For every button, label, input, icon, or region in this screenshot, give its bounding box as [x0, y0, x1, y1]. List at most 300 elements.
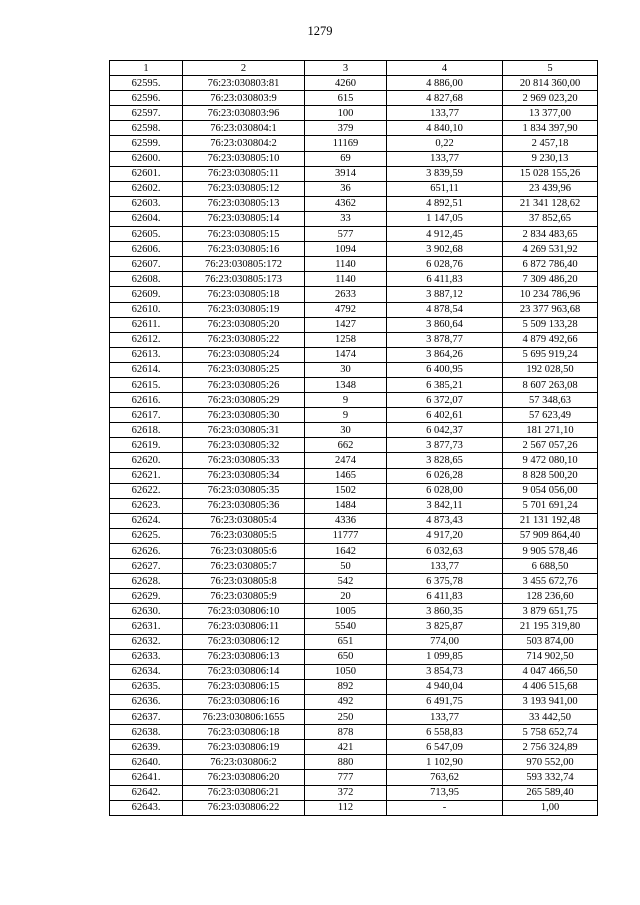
specific-value-cell: 4 873,43 [387, 513, 503, 528]
table-row [110, 513, 598, 528]
cadastral-value-cell: 1 834 397,90 [503, 121, 598, 136]
cadastral-number-cell: 76:23:030805:7 [183, 559, 305, 574]
area-cell: 250 [305, 710, 387, 725]
area-cell: 3914 [305, 166, 387, 181]
specific-value-cell: 1 099,85 [387, 649, 503, 664]
specific-value-cell: 133,77 [387, 106, 503, 121]
column-header-3: 3 [305, 61, 387, 76]
row-number-cell: 62634. [110, 664, 183, 679]
table-row [110, 453, 598, 468]
cadastral-number-cell: 76:23:030804:1 [183, 121, 305, 136]
cadastral-value-cell: 6 688,50 [503, 559, 598, 574]
row-number-cell: 62601. [110, 166, 183, 181]
area-cell: 20 [305, 589, 387, 604]
specific-value-cell: 6 400,95 [387, 362, 503, 377]
table-row [110, 257, 598, 272]
cadastral-value-cell: 181 271,10 [503, 423, 598, 438]
cadastral-number-cell: 76:23:030806:22 [183, 800, 305, 815]
cadastral-value-cell: 21 341 128,62 [503, 196, 598, 211]
specific-value-cell: 3 887,12 [387, 287, 503, 302]
area-cell: 2474 [305, 453, 387, 468]
row-number-cell: 62627. [110, 559, 183, 574]
table-row [110, 196, 598, 211]
cadastral-number-cell: 76:23:030805:13 [183, 196, 305, 211]
area-cell: 662 [305, 438, 387, 453]
cadastral-value-cell: 57 623,49 [503, 408, 598, 423]
area-cell: 4336 [305, 513, 387, 528]
cadastral-number-cell: 76:23:030805:20 [183, 317, 305, 332]
table-row [110, 408, 598, 423]
area-cell: 577 [305, 227, 387, 242]
table-row [110, 755, 598, 770]
table-body [110, 76, 598, 816]
cadastral-number-cell: 76:23:030805:10 [183, 151, 305, 166]
area-cell: 1140 [305, 257, 387, 272]
cadastral-value-cell: 57 348,63 [503, 393, 598, 408]
table-row [110, 166, 598, 181]
cadastral-number-cell: 76:23:030806:20 [183, 770, 305, 785]
row-number-cell: 62643. [110, 800, 183, 815]
cadastral-number-cell: 76:23:030806:1655 [183, 710, 305, 725]
table-row [110, 544, 598, 559]
area-cell: 30 [305, 362, 387, 377]
cadastral-value-cell: 21 131 192,48 [503, 513, 598, 528]
area-cell: 492 [305, 694, 387, 709]
cadastral-value-cell: 33 442,50 [503, 710, 598, 725]
cadastral-value-cell: 37 852,65 [503, 211, 598, 226]
cadastral-value-cell: 20 814 360,00 [503, 76, 598, 91]
cadastral-number-cell: 76:23:030805:29 [183, 393, 305, 408]
area-cell: 1140 [305, 272, 387, 287]
table-row [110, 649, 598, 664]
specific-value-cell: - [387, 800, 503, 815]
specific-value-cell: 6 558,83 [387, 725, 503, 740]
area-cell: 1484 [305, 498, 387, 513]
header-row [110, 61, 598, 76]
cadastral-number-cell: 76:23:030806:19 [183, 740, 305, 755]
row-number-cell: 62597. [110, 106, 183, 121]
table-row [110, 634, 598, 649]
column-header-2: 2 [183, 61, 305, 76]
table-header [110, 61, 598, 76]
row-number-cell: 62625. [110, 528, 183, 543]
cadastral-value-cell: 2 567 057,26 [503, 438, 598, 453]
area-cell: 50 [305, 559, 387, 574]
table-row [110, 136, 598, 151]
area-cell: 9 [305, 393, 387, 408]
specific-value-cell: 3 878,77 [387, 332, 503, 347]
specific-value-cell: 763,62 [387, 770, 503, 785]
cadastral-value-cell: 13 377,00 [503, 106, 598, 121]
table-row [110, 362, 598, 377]
row-number-cell: 62607. [110, 257, 183, 272]
specific-value-cell: 6 042,37 [387, 423, 503, 438]
cadastral-number-cell: 76:23:030805:5 [183, 528, 305, 543]
row-number-cell: 62599. [110, 136, 183, 151]
row-number-cell: 62628. [110, 574, 183, 589]
table-row [110, 393, 598, 408]
column-header-4: 4 [387, 61, 503, 76]
cadastral-value-cell: 503 874,00 [503, 634, 598, 649]
table-row [110, 106, 598, 121]
cadastral-number-cell: 76:23:030805:36 [183, 498, 305, 513]
row-number-cell: 62605. [110, 227, 183, 242]
row-number-cell: 62618. [110, 423, 183, 438]
area-cell: 11169 [305, 136, 387, 151]
column-header-5: 5 [503, 61, 598, 76]
cadastral-number-cell: 76:23:030803:81 [183, 76, 305, 91]
cadastral-value-cell: 4 269 531,92 [503, 242, 598, 257]
specific-value-cell: 4 840,10 [387, 121, 503, 136]
cadastral-number-cell: 76:23:030805:24 [183, 347, 305, 362]
table-row [110, 664, 598, 679]
area-cell: 11777 [305, 528, 387, 543]
cadastral-number-cell: 76:23:030805:35 [183, 483, 305, 498]
specific-value-cell: 3 839,59 [387, 166, 503, 181]
specific-value-cell: 3 828,65 [387, 453, 503, 468]
table-row [110, 181, 598, 196]
specific-value-cell: 6 385,21 [387, 377, 503, 392]
table-row [110, 679, 598, 694]
table-row [110, 91, 598, 106]
specific-value-cell: 3 854,73 [387, 664, 503, 679]
table-row [110, 740, 598, 755]
area-cell: 880 [305, 755, 387, 770]
cadastral-value-cell: 2 969 023,20 [503, 91, 598, 106]
area-cell: 1465 [305, 468, 387, 483]
row-number-cell: 62603. [110, 196, 183, 211]
row-number-cell: 62613. [110, 347, 183, 362]
specific-value-cell: 133,77 [387, 559, 503, 574]
specific-value-cell: 651,11 [387, 181, 503, 196]
area-cell: 1427 [305, 317, 387, 332]
cadastral-number-cell: 76:23:030806:18 [183, 725, 305, 740]
cadastral-number-cell: 76:23:030805:8 [183, 574, 305, 589]
cadastral-number-cell: 76:23:030805:11 [183, 166, 305, 181]
cadastral-value-cell: 4 047 466,50 [503, 664, 598, 679]
page-number: 1279 [307, 24, 333, 38]
cadastral-number-cell: 76:23:030806:10 [183, 604, 305, 619]
specific-value-cell: 4 912,45 [387, 227, 503, 242]
row-number-cell: 62606. [110, 242, 183, 257]
cadastral-value-cell: 714 902,50 [503, 649, 598, 664]
cadastral-number-cell: 76:23:030805:6 [183, 544, 305, 559]
cadastral-value-cell: 23 439,96 [503, 181, 598, 196]
row-number-cell: 62638. [110, 725, 183, 740]
table-row [110, 151, 598, 166]
row-number-cell: 62635. [110, 679, 183, 694]
area-cell: 1005 [305, 604, 387, 619]
cadastral-value-cell: 57 909 864,40 [503, 528, 598, 543]
row-number-cell: 62624. [110, 513, 183, 528]
table-row [110, 377, 598, 392]
table-row [110, 347, 598, 362]
cadastral-number-cell: 76:23:030806:14 [183, 664, 305, 679]
cadastral-value-cell: 5 701 691,24 [503, 498, 598, 513]
cadastral-number-cell: 76:23:030805:26 [183, 377, 305, 392]
row-number-cell: 62609. [110, 287, 183, 302]
cadastral-number-cell: 76:23:030805:4 [183, 513, 305, 528]
cadastral-number-cell: 76:23:030805:15 [183, 227, 305, 242]
cadastral-number-cell: 76:23:030806:11 [183, 619, 305, 634]
cadastral-value-cell: 3 455 672,76 [503, 574, 598, 589]
row-number-cell: 62621. [110, 468, 183, 483]
cadastral-value-cell: 5 509 133,28 [503, 317, 598, 332]
area-cell: 421 [305, 740, 387, 755]
area-cell: 878 [305, 725, 387, 740]
cadastral-number-cell: 76:23:030805:172 [183, 257, 305, 272]
specific-value-cell: 4 892,51 [387, 196, 503, 211]
row-number-cell: 62611. [110, 317, 183, 332]
area-cell: 100 [305, 106, 387, 121]
row-number-cell: 62608. [110, 272, 183, 287]
cadastral-number-cell: 76:23:030806:12 [183, 634, 305, 649]
row-number-cell: 62604. [110, 211, 183, 226]
table-row [110, 694, 598, 709]
cadastral-number-cell: 76:23:030805:25 [183, 362, 305, 377]
specific-value-cell: 133,77 [387, 710, 503, 725]
table-row [110, 332, 598, 347]
cadastral-value-cell: 8 828 500,20 [503, 468, 598, 483]
row-number-cell: 62637. [110, 710, 183, 725]
area-cell: 30 [305, 423, 387, 438]
cadastral-value-cell: 128 236,60 [503, 589, 598, 604]
area-cell: 4260 [305, 76, 387, 91]
table-row [110, 604, 598, 619]
cadastral-number-cell: 76:23:030806:13 [183, 649, 305, 664]
cadastral-number-cell: 76:23:030805:22 [183, 332, 305, 347]
row-number-cell: 62631. [110, 619, 183, 634]
row-number-cell: 62620. [110, 453, 183, 468]
row-number-cell: 62612. [110, 332, 183, 347]
specific-value-cell: 133,77 [387, 151, 503, 166]
specific-value-cell: 6 547,09 [387, 740, 503, 755]
cadastral-value-cell: 21 195 319,80 [503, 619, 598, 634]
area-cell: 5540 [305, 619, 387, 634]
area-cell: 9 [305, 408, 387, 423]
area-cell: 615 [305, 91, 387, 106]
cadastral-value-cell: 9 905 578,46 [503, 544, 598, 559]
specific-value-cell: 1 147,05 [387, 211, 503, 226]
row-number-cell: 62630. [110, 604, 183, 619]
cadastral-value-cell: 3 193 941,00 [503, 694, 598, 709]
specific-value-cell: 4 878,54 [387, 302, 503, 317]
row-number-cell: 62615. [110, 377, 183, 392]
cadastral-value-cell: 8 607 263,08 [503, 377, 598, 392]
cadastral-value-cell: 3 879 651,75 [503, 604, 598, 619]
table-row [110, 800, 598, 815]
table-row [110, 498, 598, 513]
cadastral-number-cell: 76:23:030806:16 [183, 694, 305, 709]
table-row [110, 211, 598, 226]
specific-value-cell: 3 877,73 [387, 438, 503, 453]
row-number-cell: 62616. [110, 393, 183, 408]
cadastral-value-cell: 9 472 080,10 [503, 453, 598, 468]
cadastral-value-cell: 6 872 786,40 [503, 257, 598, 272]
cadastral-value-cell: 7 309 486,20 [503, 272, 598, 287]
area-cell: 4362 [305, 196, 387, 211]
table-row [110, 438, 598, 453]
row-number-cell: 62641. [110, 770, 183, 785]
specific-value-cell: 0,22 [387, 136, 503, 151]
table-row [110, 302, 598, 317]
cadastral-number-cell: 76:23:030805:9 [183, 589, 305, 604]
cadastral-value-cell: 4 879 492,66 [503, 332, 598, 347]
row-number-cell: 62640. [110, 755, 183, 770]
row-number-cell: 62596. [110, 91, 183, 106]
cadastral-number-cell: 76:23:030805:16 [183, 242, 305, 257]
row-number-cell: 62622. [110, 483, 183, 498]
specific-value-cell: 6 028,00 [387, 483, 503, 498]
cadastral-value-cell: 23 377 963,68 [503, 302, 598, 317]
cadastral-value-cell: 10 234 786,96 [503, 287, 598, 302]
cadastral-value-cell: 9 054 056,00 [503, 483, 598, 498]
table-row [110, 423, 598, 438]
cadastral-number-cell: 76:23:030805:18 [183, 287, 305, 302]
specific-value-cell: 3 860,64 [387, 317, 503, 332]
table-row [110, 317, 598, 332]
column-header-1: 1 [110, 61, 183, 76]
cadastral-number-cell: 76:23:030806:15 [183, 679, 305, 694]
table-row [110, 227, 598, 242]
row-number-cell: 62619. [110, 438, 183, 453]
row-number-cell: 62623. [110, 498, 183, 513]
specific-value-cell: 3 825,87 [387, 619, 503, 634]
row-number-cell: 62642. [110, 785, 183, 800]
row-number-cell: 62600. [110, 151, 183, 166]
table-row [110, 770, 598, 785]
specific-value-cell: 6 032,63 [387, 544, 503, 559]
table-row [110, 589, 598, 604]
cadastral-number-cell: 76:23:030805:30 [183, 408, 305, 423]
row-number-cell: 62626. [110, 544, 183, 559]
area-cell: 372 [305, 785, 387, 800]
specific-value-cell: 774,00 [387, 634, 503, 649]
cadastral-value-cell: 2 834 483,65 [503, 227, 598, 242]
row-number-cell: 62598. [110, 121, 183, 136]
specific-value-cell: 6 028,76 [387, 257, 503, 272]
area-cell: 1502 [305, 483, 387, 498]
table-row [110, 287, 598, 302]
specific-value-cell: 3 864,26 [387, 347, 503, 362]
cadastral-value-cell: 4 406 515,68 [503, 679, 598, 694]
row-number-cell: 62636. [110, 694, 183, 709]
row-number-cell: 62639. [110, 740, 183, 755]
specific-value-cell: 3 902,68 [387, 242, 503, 257]
specific-value-cell: 713,95 [387, 785, 503, 800]
cadastral-value-cell: 9 230,13 [503, 151, 598, 166]
cadastral-number-cell: 76:23:030805:19 [183, 302, 305, 317]
row-number-cell: 62595. [110, 76, 183, 91]
area-cell: 1258 [305, 332, 387, 347]
specific-value-cell: 1 102,90 [387, 755, 503, 770]
area-cell: 1050 [305, 664, 387, 679]
cadastral-value-cell: 1,00 [503, 800, 598, 815]
area-cell: 4792 [305, 302, 387, 317]
area-cell: 36 [305, 181, 387, 196]
area-cell: 69 [305, 151, 387, 166]
specific-value-cell: 4 827,68 [387, 91, 503, 106]
cadastral-number-cell: 76:23:030805:32 [183, 438, 305, 453]
row-number-cell: 62602. [110, 181, 183, 196]
specific-value-cell: 6 026,28 [387, 468, 503, 483]
row-number-cell: 62629. [110, 589, 183, 604]
cadastral-value-cell: 15 028 155,26 [503, 166, 598, 181]
row-number-cell: 62632. [110, 634, 183, 649]
cadastral-number-cell: 76:23:030803:9 [183, 91, 305, 106]
table-row [110, 559, 598, 574]
specific-value-cell: 6 411,83 [387, 272, 503, 287]
area-cell: 650 [305, 649, 387, 664]
cadastral-number-cell: 76:23:030806:21 [183, 785, 305, 800]
area-cell: 542 [305, 574, 387, 589]
area-cell: 1348 [305, 377, 387, 392]
area-cell: 112 [305, 800, 387, 815]
cadastral-number-cell: 76:23:030805:31 [183, 423, 305, 438]
cadastral-number-cell: 76:23:030804:2 [183, 136, 305, 151]
area-cell: 1094 [305, 242, 387, 257]
specific-value-cell: 4 917,20 [387, 528, 503, 543]
specific-value-cell: 6 411,83 [387, 589, 503, 604]
area-cell: 1474 [305, 347, 387, 362]
area-cell: 2633 [305, 287, 387, 302]
area-cell: 379 [305, 121, 387, 136]
table-row [110, 468, 598, 483]
cadastral-value-cell: 5 695 919,24 [503, 347, 598, 362]
row-number-cell: 62614. [110, 362, 183, 377]
cadastral-value-cell: 970 552,00 [503, 755, 598, 770]
table-row [110, 619, 598, 634]
table-row [110, 121, 598, 136]
table-row [110, 710, 598, 725]
cadastral-value-table [109, 60, 598, 816]
table-row [110, 76, 598, 91]
cadastral-number-cell: 76:23:030806:2 [183, 755, 305, 770]
cadastral-value-cell: 2 756 324,89 [503, 740, 598, 755]
area-cell: 651 [305, 634, 387, 649]
specific-value-cell: 6 491,75 [387, 694, 503, 709]
cadastral-value-cell: 265 589,40 [503, 785, 598, 800]
specific-value-cell: 6 372,07 [387, 393, 503, 408]
cadastral-number-cell: 76:23:030805:14 [183, 211, 305, 226]
table-row [110, 242, 598, 257]
area-cell: 892 [305, 679, 387, 694]
cadastral-value-cell: 593 332,74 [503, 770, 598, 785]
specific-value-cell: 3 842,11 [387, 498, 503, 513]
specific-value-cell: 4 940,04 [387, 679, 503, 694]
area-cell: 1642 [305, 544, 387, 559]
row-number-cell: 62633. [110, 649, 183, 664]
cadastral-number-cell: 76:23:030803:96 [183, 106, 305, 121]
cadastral-number-cell: 76:23:030805:33 [183, 453, 305, 468]
table-row [110, 272, 598, 287]
area-cell: 33 [305, 211, 387, 226]
specific-value-cell: 3 860,35 [387, 604, 503, 619]
cadastral-value-cell: 2 457,18 [503, 136, 598, 151]
cadastral-number-cell: 76:23:030805:12 [183, 181, 305, 196]
cadastral-number-cell: 76:23:030805:34 [183, 468, 305, 483]
specific-value-cell: 4 886,00 [387, 76, 503, 91]
cadastral-number-cell: 76:23:030805:173 [183, 272, 305, 287]
table-row [110, 574, 598, 589]
specific-value-cell: 6 402,61 [387, 408, 503, 423]
table-row [110, 483, 598, 498]
table-row [110, 725, 598, 740]
row-number-cell: 62610. [110, 302, 183, 317]
area-cell: 777 [305, 770, 387, 785]
cadastral-value-cell: 5 758 652,74 [503, 725, 598, 740]
row-number-cell: 62617. [110, 408, 183, 423]
